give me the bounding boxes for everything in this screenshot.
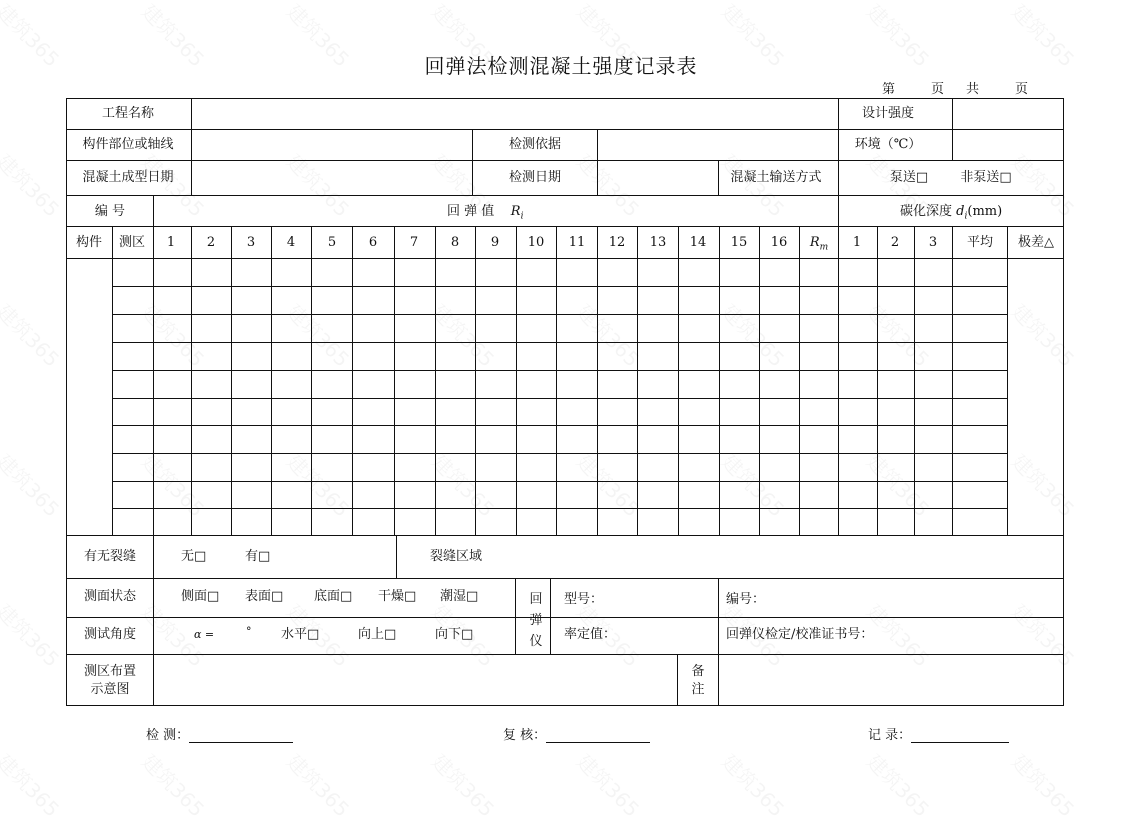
page-info-di: 第 [882, 82, 896, 97]
watermark-text [571, 747, 647, 822]
crack-none-checkbox[interactable]: 无□ [181, 549, 207, 564]
rebound-value-header: 回 弹 值 $R_i$ [447, 204, 524, 222]
remark-label-1: 备 [691, 664, 705, 679]
watermark-text [281, 747, 357, 822]
zone-column-header: 测区 [118, 235, 146, 250]
rebound-column-header-8: 8 [450, 235, 460, 250]
angle-down-checkbox[interactable]: 向下□ [435, 627, 474, 642]
casting-date-label: 混凝土成型日期 [82, 170, 174, 185]
rebound-column-header-15: 15 [730, 235, 748, 250]
signature-record: 记 录： [868, 724, 1009, 743]
carbonation-column-header-1: 1 [852, 235, 862, 250]
calibration-value-label: 率定值： [564, 627, 617, 642]
rebound-column-header-1: 1 [166, 235, 176, 250]
watermark-text [0, 297, 67, 373]
watermark-text [136, 747, 212, 822]
instrument-serial-label: 编号： [726, 592, 766, 607]
carbonation-header: 碳化深度 $d_i(mm)$ [900, 204, 1003, 222]
range-column-header: 极差△ [1018, 235, 1054, 250]
surface-bottom-checkbox[interactable]: 底面□ [314, 589, 353, 604]
signature-test: 检 测： [146, 724, 293, 743]
rebound-column-header-7: 7 [409, 235, 419, 250]
alpha-label: α = [194, 628, 215, 641]
instrument-label-3: 仪 [529, 634, 543, 649]
rebound-column-header-16: 16 [770, 235, 788, 250]
instrument-label-1: 回 [529, 592, 543, 607]
watermark-text [0, 597, 67, 673]
instrument-label-2: 弹 [529, 613, 543, 628]
test-basis-label: 检测依据 [508, 137, 562, 152]
rebound-column-header-14: 14 [689, 235, 707, 250]
project-name-label: 工程名称 [101, 106, 155, 121]
member-column-header: 构件 [75, 235, 103, 250]
rebound-column-header-2: 2 [206, 235, 216, 250]
rebound-column-header-9: 9 [490, 235, 500, 250]
page-info-ye2: 页 [1015, 82, 1029, 97]
table-grid-lines [66, 98, 1064, 706]
test-date-label: 检测日期 [508, 170, 562, 185]
signature-review-line[interactable] [546, 728, 650, 743]
page-title: 回弹法检测混凝土强度记录表 [424, 54, 698, 78]
surface-side-checkbox[interactable]: 侧面□ [181, 589, 220, 604]
zone-layout-label-line2: 示意图 [90, 682, 130, 697]
member-location-label: 构件部位或轴线 [82, 137, 174, 152]
surface-wet-checkbox[interactable]: 潮湿□ [440, 589, 479, 604]
surface-top-checkbox[interactable]: 表面□ [245, 589, 284, 604]
rebound-column-header-5: 5 [327, 235, 337, 250]
certificate-number-label: 回弹仪检定/校准证书号： [726, 627, 874, 642]
watermark-text [0, 447, 67, 523]
rebound-column-header-6: 6 [368, 235, 378, 250]
environment-label: 环境（℃） [854, 137, 922, 152]
watermark-text [1006, 747, 1082, 822]
signature-test-line[interactable] [189, 728, 293, 743]
delivery-method-label: 混凝土输送方式 [730, 170, 822, 185]
angle-horizontal-checkbox[interactable]: 水平□ [281, 627, 320, 642]
rebound-column-header-10: 10 [527, 235, 545, 250]
crack-label: 有无裂缝 [83, 549, 137, 564]
carbonation-column-header-2: 2 [890, 235, 900, 250]
remark-label-2: 注 [691, 682, 705, 697]
record-table [66, 98, 1064, 706]
signature-review: 复 核： [503, 724, 650, 743]
crack-yes-checkbox[interactable]: 有□ [245, 549, 271, 564]
rebound-column-header-4: 4 [286, 235, 296, 250]
instrument-model-label: 型号： [564, 592, 604, 607]
signature-record-line[interactable] [911, 728, 1009, 743]
rm-column-header: $R_m$ [809, 235, 829, 253]
rebound-column-header-11: 11 [568, 235, 586, 250]
rebound-column-header-13: 13 [649, 235, 667, 250]
watermark-text [861, 747, 937, 822]
degree-symbol: ° [246, 625, 252, 638]
zone-layout-label-line1: 测区布置 [83, 664, 137, 679]
pump-checkbox[interactable]: 泵送□ [889, 170, 929, 185]
page-info-gong: 共 [966, 82, 980, 97]
angle-up-checkbox[interactable]: 向上□ [358, 627, 397, 642]
non-pump-checkbox[interactable]: 非泵送□ [960, 170, 1012, 185]
surface-dry-checkbox[interactable]: 干燥□ [378, 589, 417, 604]
crack-area-label: 裂缝区域 [429, 549, 483, 564]
test-angle-label: 测试角度 [83, 627, 137, 642]
average-column-header: 平均 [966, 235, 994, 250]
watermark-text [716, 747, 792, 822]
rebound-column-header-12: 12 [608, 235, 626, 250]
page-info-ye1: 页 [931, 82, 945, 97]
design-strength-label: 设计强度 [861, 106, 915, 121]
number-header: 编 号 [94, 204, 126, 219]
watermark-text [426, 747, 502, 822]
rebound-column-header-3: 3 [246, 235, 256, 250]
carbonation-column-header-3: 3 [928, 235, 938, 250]
surface-state-label: 测面状态 [83, 589, 137, 604]
watermark-text [0, 147, 67, 223]
watermark-text [0, 747, 67, 822]
